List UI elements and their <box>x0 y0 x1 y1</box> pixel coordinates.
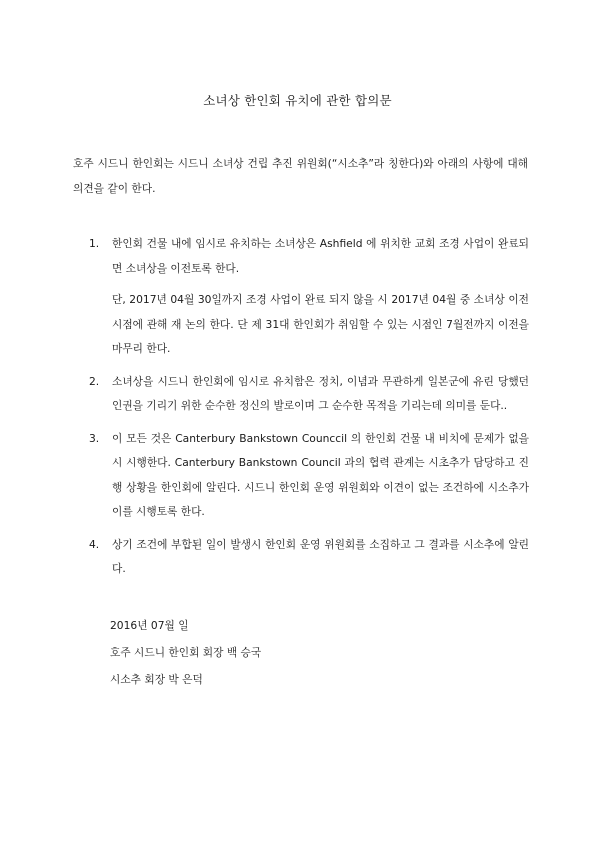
clause-list <box>89 232 529 582</box>
clause-body <box>112 232 529 362</box>
signature-date: 2016년 07월 일 <box>110 619 189 632</box>
clause-paragraph: 이 모든 것은 Canterbury Bankstown Counccil 의 한인회 건물 내 비치에 문제가 없을 시 시행한다. Canterbury Bankstown Council 과의 협력 관계는 시초추가 담당하고 진행 상황을 한인회에 알린다. 시드니 한인회 운영 위원회와 이견이 없는 조건하에 시소추가 이를 시행토록 한다. <box>112 431 529 518</box>
clause-number: 3. <box>89 431 100 445</box>
clause-item <box>89 370 529 419</box>
clause-number: 4. <box>89 537 100 551</box>
clause-number: 1. <box>89 237 100 250</box>
signature-line: 호주 시드니 한인회 회장 백 승국 <box>110 646 262 659</box>
clause-item <box>89 533 529 582</box>
clause-paragraph: 단, 2017년 04월 30일까지 조경 사업이 완료 되지 않을 시 2017년 04월 중 소녀상 이전 시점에 관해 재 논의 한다. 단 제 31대 한인회가 취임할 수 있는 시점인 7월전까지 이전을 마무리 한다. <box>112 293 529 355</box>
document-title: 소녀상 한인회 유치에 관한 합의문 <box>203 93 392 108</box>
clause-item <box>89 427 529 525</box>
clause-body <box>112 427 529 525</box>
clause-item <box>89 232 529 362</box>
clause-number: 2. <box>89 374 100 388</box>
clause-paragraph: 소녀상을 시드니 한인회에 임시로 유치함은 정치, 이념과 무관하게 일본군에 유린 당했던 인권을 기리기 위한 순수한 정신의 발로이며 그 순수한 목적을 기리는데 의미를 둔다.. <box>112 374 529 412</box>
signature-line: 시소추 회장 박 은덕 <box>110 673 203 686</box>
intro-paragraph: 호주 시드니 한인회는 시드니 소녀상 건립 추진 위원회(“시소추”라 칭한다)와 아래의 사항에 대해 의견을 같이 한다. <box>73 157 528 195</box>
clause-body <box>112 370 529 419</box>
clause-paragraph: 한인회 건물 내에 임시로 유치하는 소녀상은 Ashfield 에 위치한 교회 조경 사업이 완료되면 소녀상을 이전토록 한다. <box>112 237 529 275</box>
clause-body <box>112 533 529 582</box>
clause-paragraph: 상기 조건에 부합된 일이 발생시 한인회 운영 위원회를 소집하고 그 결과를 시소추에 알린다. <box>112 537 529 575</box>
signature-block <box>110 614 261 695</box>
